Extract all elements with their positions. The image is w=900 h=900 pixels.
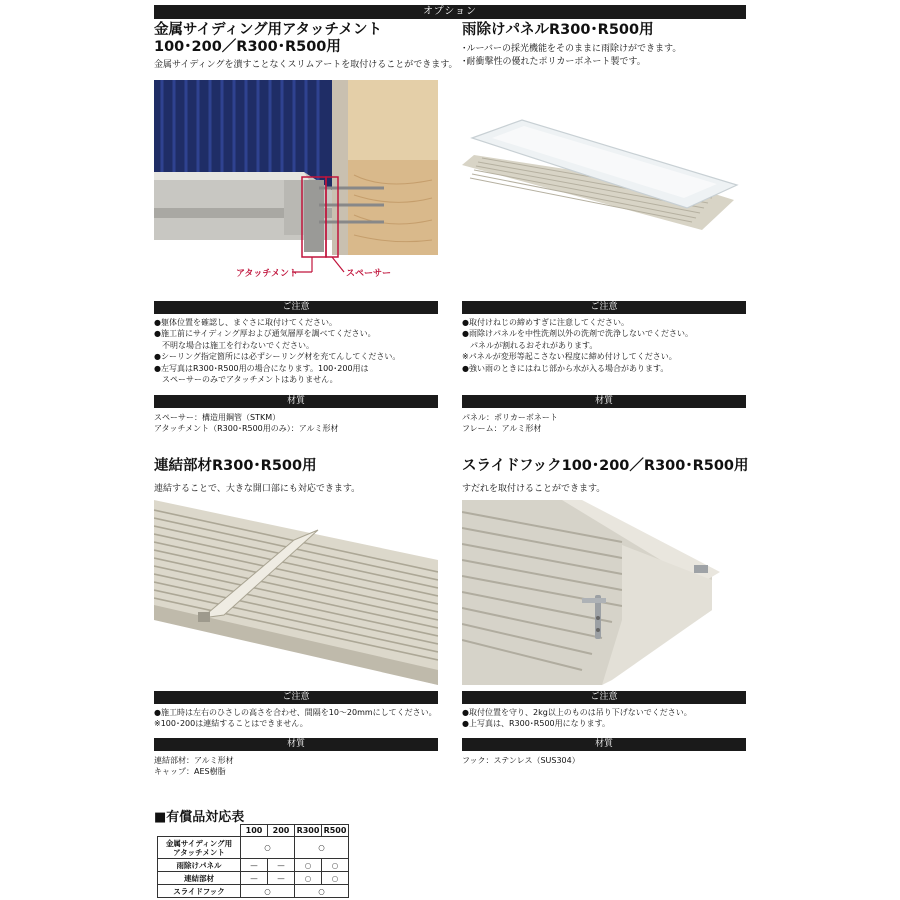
fee-table-title: ■有償品対応表 [154, 810, 245, 825]
section-4-notes [462, 691, 746, 730]
section-1-material [154, 395, 438, 435]
callout-spacer: スペーサー [346, 269, 392, 279]
section-description: 連結することで、大きな開口部にも対応できます。 [154, 484, 361, 494]
section-title: 雨除けパネルR300･R500用 [462, 22, 654, 38]
table-cell: ○ [295, 872, 322, 885]
notes-list: ●取付位置を守り、2kg以上のものは吊り下げないでください。 ●上写真は、R300･R500用になります。 [462, 708, 692, 729]
notes-heading: ご注意 [462, 691, 746, 704]
table-cell: — [241, 872, 268, 885]
section-4-material [462, 738, 746, 766]
table-cell: ○ [241, 837, 295, 859]
material-list: スペーサー：構造用鋼管（STKM） アタッチメント（R300･R500用のみ）：アルミ形材 [154, 413, 339, 434]
options-header-bar [154, 5, 746, 19]
notes-list: ●施工時は左右のひさしの高さを合わせ、間隔を10〜20mmにしてください。 ※100･200は連結することはできません。 [154, 708, 437, 729]
section-slide-hook [462, 458, 749, 496]
table-cell: ○ [241, 885, 295, 898]
section-description: 金属サイディングを潰すことなくスリムアートを取付けることができます。 [154, 60, 458, 70]
material-list: 連結部材：アルミ形材 キャップ：AES樹脂 [154, 756, 234, 777]
notes-heading: ご注意 [154, 301, 438, 314]
table-row [158, 837, 349, 859]
options-header-label: オプション [422, 6, 478, 17]
material-heading: 材質 [462, 738, 746, 751]
table-row [158, 859, 349, 872]
material-list: パネル：ポリカーボネート フレーム：アルミ形材 [462, 413, 558, 434]
table-header-row [158, 825, 349, 837]
section-title: 連結部材R300･R500用 [154, 458, 317, 474]
section-title: スライドフック100･200／R300･R500用 [462, 458, 749, 474]
section-1-notes [154, 301, 438, 385]
attachment-photo [154, 80, 438, 285]
row-header: 雨除けパネル [158, 859, 241, 872]
section-3-material [154, 738, 438, 778]
connector-photo [154, 500, 438, 685]
row-header: 連結部材 [158, 872, 241, 885]
table-cell: ○ [295, 859, 322, 872]
column-header: 200 [268, 825, 295, 837]
table-cell: ○ [295, 837, 349, 859]
section-rain-panel [462, 22, 746, 69]
material-heading: 材質 [154, 738, 438, 751]
table-cell: — [268, 859, 295, 872]
table-cell: ○ [322, 872, 349, 885]
section-description: すだれを取付けることができます。 [462, 484, 606, 494]
fee-table [157, 824, 349, 898]
material-list: フック：ステンレス（SUS304） [462, 756, 580, 765]
table-cell: — [268, 872, 295, 885]
table-row [158, 872, 349, 885]
material-heading: 材質 [154, 395, 438, 408]
callout-attachment: アタッチメント [236, 269, 299, 279]
row-header: スライドフック [158, 885, 241, 898]
section-connector [154, 458, 438, 496]
material-heading: 材質 [462, 395, 746, 408]
section-metal-siding-attachment [154, 22, 458, 72]
slide-hook-photo [462, 500, 746, 685]
section-2-material [462, 395, 746, 435]
notes-heading: ご注意 [462, 301, 746, 314]
table-cell: — [241, 859, 268, 872]
notes-list: ●躯体位置を確認し、まぐさに取付けてください。 ●施工前にサイディング厚および通気層厚を調べてください。 不明な場合は施工を行わないでください。 ●シーリング指定箇所には必ずシーリング材を充てんしてください。 ●左写真はR300･R500用の場合になります。100･200用は スペーサーのみでアタッチメントはありません。 [154, 318, 401, 385]
section-title: 金属サイディング用アタッチメント 100･200／R300･R500用 [154, 22, 382, 55]
table-cell: ○ [322, 859, 349, 872]
row-header: 金属サイディング用 アタッチメント [158, 837, 241, 859]
notes-heading: ご注意 [154, 691, 438, 704]
section-3-notes [154, 691, 438, 730]
rain-panel-photo [462, 100, 746, 250]
column-header: R500 [322, 825, 349, 837]
table-row [158, 885, 349, 898]
section-description: ･ルーバーの採光機能をそのままに雨除けができます。 ･耐衝撃性の優れたポリカーボネート製です。 [462, 44, 682, 67]
column-header: R300 [295, 825, 322, 837]
section-2-notes [462, 301, 746, 374]
notes-list: ●取付けねじの締めすぎに注意してください。 ●雨除けパネルを中性洗剤以外の洗剤で洗浄しないでください。 パネルが割れるおそれがあります。 ※パネルが変形等起こさない程度に締め付けしてください。 ●強い雨のときにはねじ部から水が入る場合があります。 [462, 318, 693, 373]
table-cell: ○ [295, 885, 349, 898]
column-header: 100 [241, 825, 268, 837]
